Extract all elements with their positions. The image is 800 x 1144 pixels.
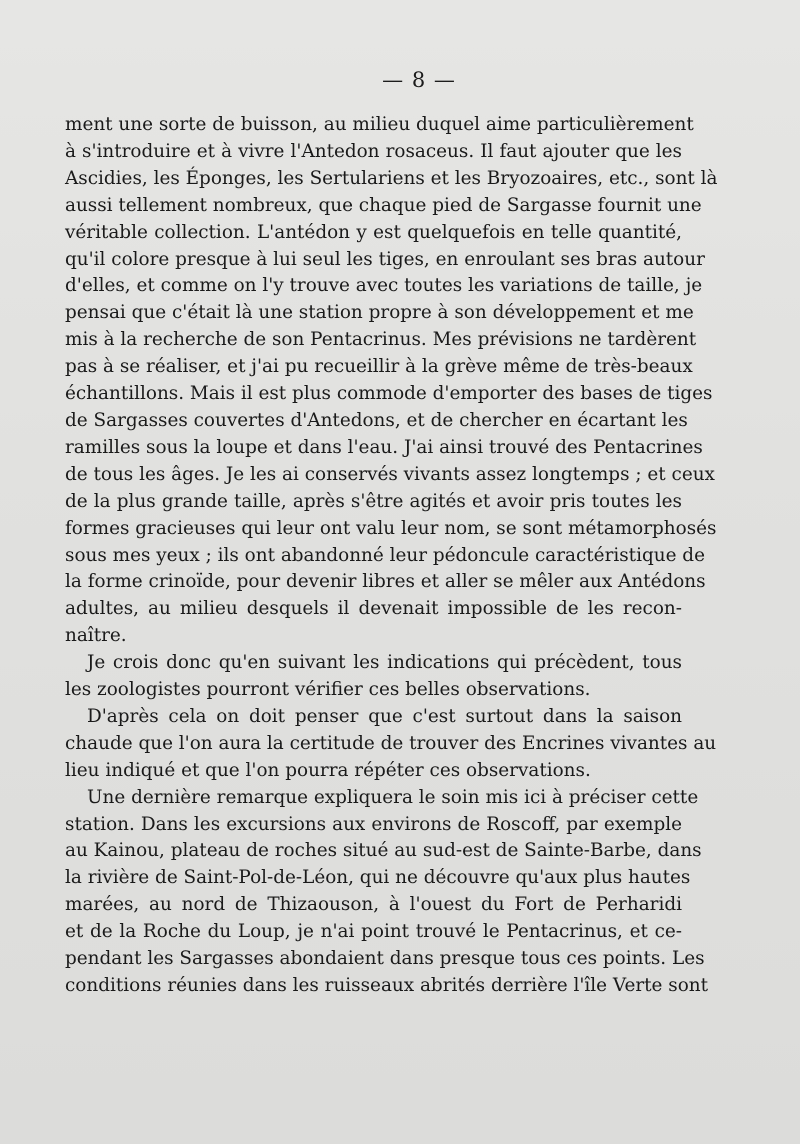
text-line: mis à la recherche de son Pentacrinus. Mes prévisions ne tardèrent — [65, 329, 697, 351]
text-line: la forme crinoïde, pour devenir libres et aller se mêler aux Antédons — [65, 571, 706, 593]
text-line: Ascidies, les Éponges, les Sertulariens et les Bryozoaires, etc., sont là — [65, 167, 718, 189]
text-line: marées, au nord de Thizaouson, à l'ouest du Fort de Perharidi — [65, 894, 682, 916]
text-line: les zoologistes pourront vérifier ces belles observations. — [65, 679, 591, 701]
text-line: échantillons. Mais il est plus commode d'emporter des bases de tiges — [65, 383, 713, 405]
text-line: de la plus grande taille, après s'être agités et avoir pris toutes les — [65, 490, 682, 512]
text-line: pendant les Sargasses abondaient dans presque tous ces points. Les — [65, 948, 705, 970]
text-line: la rivière de Saint-Pol-de-Léon, qui ne découvre qu'aux plus hautes — [65, 867, 691, 889]
text-line: ment une sorte de buisson, au milieu duquel aime particulièrement — [65, 114, 694, 135]
text-line: chaude que l'on aura la certitude de trouver des Encrines vivantes au — [65, 732, 717, 754]
text-line: de Sargasses couvertes d'Antedons, et de chercher en écartant les — [65, 409, 688, 431]
text-line: station. Dans les excursions aux environs de Roscoff, par exemple — [65, 813, 682, 835]
text-line: d'elles, et comme on l'y trouve avec toutes les variations de taille, je — [65, 275, 703, 297]
text-line: au Kainou, plateau de roches situé au sud-est de Sainte-Barbe, dans — [65, 840, 702, 862]
text-line: véritable collection. L'antédon y est quelquefois en telle quantité, — [65, 221, 682, 243]
text-line: formes gracieuses qui leur ont valu leur nom, se sont métamorphosés — [65, 517, 717, 539]
text-line: ramilles sous la loupe et dans l'eau. J'ai ainsi trouvé des Pentacrines — [65, 436, 703, 458]
text-line: conditions réunies dans les ruisseaux abrités derrière l'île Verte sont — [65, 975, 709, 996]
text-line: à s'introduire et à vivre l'Antedon rosaceus. Il faut ajouter que les — [65, 140, 682, 162]
text-line: lieu indiqué et que l'on pourra répéter ces observations. — [65, 759, 591, 781]
text-line: Une dernière remarque expliquera le soin mis ici à préciser cette — [87, 786, 699, 808]
text-line: aussi tellement nombreux, que chaque pied de Sargasse fournit une — [65, 194, 702, 216]
page-number: — 8 — — [382, 68, 456, 92]
text-line: Je crois donc qu'en suivant les indications qui précèdent, tous — [87, 652, 682, 674]
text-line: adultes, au milieu desquels il devenait impossible de les recon- — [65, 598, 682, 620]
text-line: sous mes yeux ; ils ont abandonné leur pédoncule caractéristique de — [65, 544, 705, 566]
text-line: et de la Roche du Loup, je n'ai point trouvé le Pentacrinus, et ce- — [65, 921, 682, 943]
text-line: naître. — [65, 625, 127, 647]
text-line: de tous les âges. Je les ai conservés vivants assez longtemps ; et ceux — [65, 463, 715, 485]
text-line: D'après cela on doit penser que c'est surtout dans la saison — [87, 705, 682, 727]
body-text — [65, 112, 718, 1000]
text-line: pas à se réaliser, et j'ai pu recueillir à la grève même de très-beaux — [65, 356, 693, 378]
text-line: pensai que c'était là une station propre à son développement et me — [65, 302, 694, 324]
text-line: qu'il colore presque à lui seul les tiges, en enroulant ses bras autour — [65, 248, 705, 270]
